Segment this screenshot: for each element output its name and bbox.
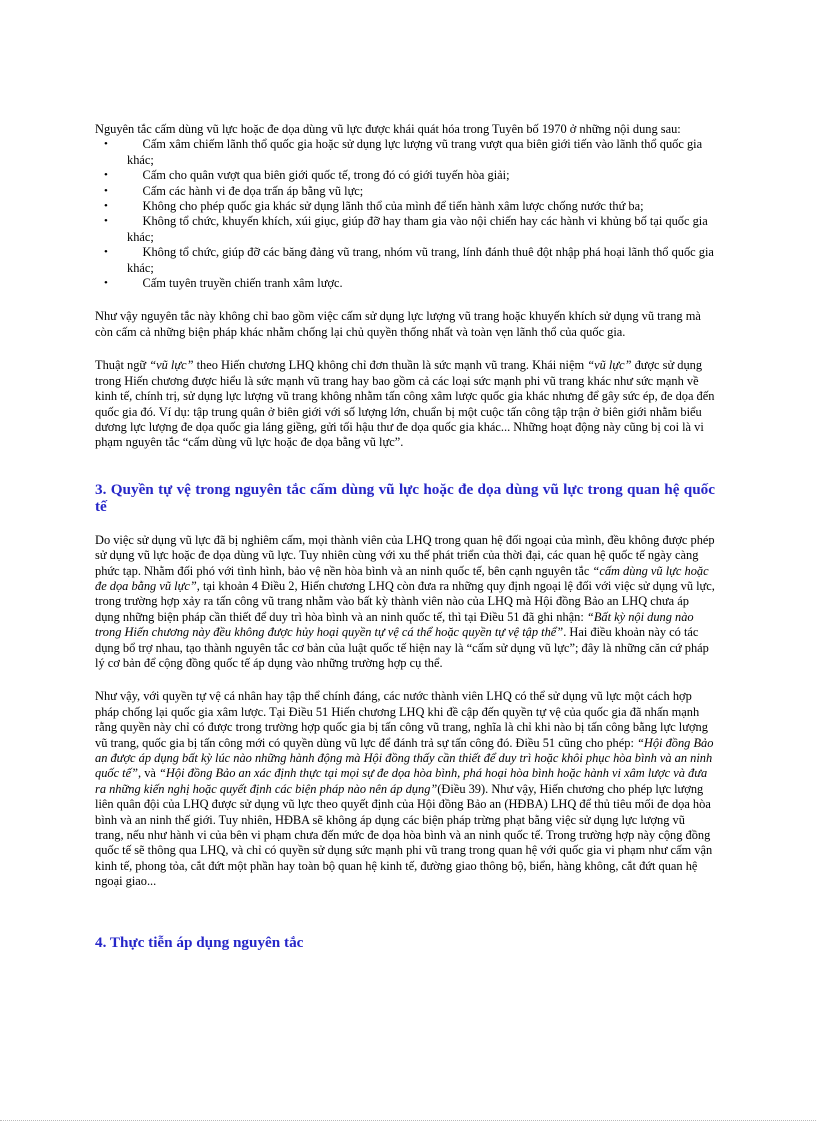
principle-list bbox=[95, 137, 715, 291]
bullet-icon: • bbox=[104, 169, 108, 182]
list-item: • Cấm tuyên truyền chiến tranh xâm lược. bbox=[104, 276, 343, 291]
intro-paragraph: Nguyên tắc cấm dùng vũ lực hoặc đe dọa dùng vũ lực được khái quát hóa trong Tuyên bố 1970 ở những nội dung sau: bbox=[95, 122, 681, 136]
self-defense-paragraph: Do việc sử dụng vũ lực đã bị nghiêm cấm, mọi thành viên của LHQ trong quan hệ đối ngoại của mình, đều không được phép sử dụng vũ lực hoặc đe dọa dùng vũ lực. Tuy nhiên cùng với xu thế phát triển của thời đại, các quan hệ quốc tế ngày càng phức tạp. Nhằm đối phó với tình hình, bảo vệ nền hòa bình và an ninh quốc tế, bên cạnh nguyên tắc “cấm dùng vũ lực hoặc đe dọa bằng vũ lực”, tại khoản 4 Điều 2, Hiến chương LHQ còn đưa ra những quy định ngoại lệ đối với việc sử dụng vũ lực, trong trường hợp xảy ra tấn công vũ trang nhằm vào bất kỳ thành viên nào của LHQ mà Hội đồng Bảo an LHQ chưa áp dụng những biện pháp cần thiết để duy trì hòa bình và an ninh quốc tế, thì tại Điều 51 đã ghi nhận: “Bất kỳ nội dung nào trong Hiến chương này đều không được hủy hoại quyền tự vệ cá thể hoặc quyền tự vệ tập thể”. Hai điều khoản này có tác dụng bổ trợ nhau, tạo thành nguyên tắc cơ bản của luật quốc tế hiện nay là “cấm sử dụng vũ lực”; đây là những căn cứ pháp lý cơ bản để cộng đồng quốc tế áp dụng vào những trường hợp cụ thể. bbox=[95, 532, 715, 670]
summary-paragraph: Như vậy nguyên tắc này không chỉ bao gồm việc cấm sử dụng lực lượng vũ trang hoặc khuyến khích sử dụng vũ trang mà còn cấm cả những biện pháp khác nhằm chống lại chủ quyền thống nhất và toàn vẹn lãnh thổ của quốc gia. bbox=[95, 309, 701, 339]
bullet-icon: • bbox=[104, 138, 108, 151]
definition-paragraph: Thuật ngữ “vũ lực” theo Hiến chương LHQ không chỉ đơn thuần là sức mạnh vũ trang. Khái niệm “vũ lực” được sử dụng trong Hiến chương được hiểu là sức mạnh vũ trang hay bao gồm cả các loại sức mạnh phi vũ trang khác như sức mạnh về kinh tế, chính trị, sử dụng lực lượng vũ trang không nhằm tấn công xâm lược quốc gia khác nhưng để gây sức ép, đe dọa đến quốc gia đó. Ví dụ: tập trung quân ở biên giới với số lượng lớn, chuẩn bị một cuộc tấn công tập trận ở biên giới nhằm biểu dương lực lượng đe dọa quốc gia láng giềng, gửi tối hậu thư đe dọa quốc gia khác... Những hoạt động này cũng bị coi là vi phạm nguyên tắc “cấm dùng vũ lực hoặc đe dọa bằng vũ lực”. bbox=[95, 358, 715, 450]
list-item: • Cấm các hành vi đe dọa trấn áp bằng vũ lực; bbox=[104, 183, 364, 198]
bullet-icon: • bbox=[104, 246, 108, 259]
section-heading-3: 3. Quyền tự vệ trong nguyên tắc cấm dùng vũ lực hoặc đe dọa dùng vũ lực trong quan hệ quốc tế bbox=[95, 480, 715, 515]
bullet-icon: • bbox=[104, 184, 108, 197]
bullet-icon: • bbox=[104, 215, 108, 228]
security-council-paragraph: Như vậy, với quyền tự vệ cá nhân hay tập thể chính đáng, các nước thành viên LHQ có thể sử dụng vũ lực một cách hợp pháp chống lại quốc gia xâm lược. Tại Điều 51 Hiến chương LHQ khi đề cập đến quyền tự vệ của quốc gia đã nhấn mạnh rằng quyền này chỉ có được trong trường hợp quốc gia bị tấn công vũ trang, nghĩa là chỉ khi nào bị tấn công bằng lực lượng vũ trang, quốc gia bị tấn công mới có quyền dùng vũ lực để đánh trả sự tấn công đó. Điều 51 cũng cho phép: “Hội đồng Bảo an được áp dụng bất kỳ lúc nào những hành động mà Hội đồng thấy cần thiết để duy trì hoặc khôi phục hòa bình và an ninh quốc tế”, và “Hội đồng Bảo an xác định thực tại mọi sự đe dọa hòa bình, phá hoại hòa bình hoặc hành vi xâm lược và đưa ra những kiến nghị hoặc quyết định các biện pháp nào nên áp dụng”(Điều 39). Như vậy, Hiến chương cho phép lực lượng liên quân đội của LHQ được sử dụng vũ lực theo quyết định của Hội đồng Bảo an (HĐBA) LHQ để thủ tiêu mối đe dọa hòa bình và an ninh thế giới. Tuy nhiên, HĐBA sẽ không áp dụng các biện pháp trừng phạt bằng việc sử dụng lực lượng vũ trang, nếu như hành vi của bên vi phạm chưa đến mức đe dọa hòa bình và an ninh quốc tế. Trong trường hợp này cộng đồng quốc tế sẽ thông qua LHQ, và chỉ có quyền sử dụng sức mạnh phi vũ trang trong quan hệ với quốc gia vi phạm như cấm vận kinh tế, phong tỏa, cắt đứt một phần hay toàn bộ quan hệ kinh tế, đường giao thông bộ, biển, hàng không, cắt đứt quan hệ ngoại giao... bbox=[95, 689, 714, 889]
list-item: • Không cho phép quốc gia khác sử dụng lãnh thổ của mình để tiến hành xâm lược chống nước thứ ba; bbox=[104, 199, 644, 214]
list-item: • Không tổ chức, giúp đỡ các băng đảng vũ trang, nhóm vũ trang, lính đánh thuê đột nhập phá hoại lãnh thổ quốc gia khác; bbox=[104, 245, 714, 275]
list-item: • Cấm xâm chiếm lãnh thổ quốc gia hoặc sử dụng lực lượng vũ trang vượt qua biên giới tiến vào lãnh thổ quốc gia khác; bbox=[104, 137, 703, 167]
bullet-icon: • bbox=[104, 200, 108, 213]
section-heading-4: 4. Thực tiễn áp dụng nguyên tắc bbox=[95, 933, 304, 951]
list-item: • Cấm cho quân vượt qua biên giới quốc tế, trong đó có giới tuyến hòa giải; bbox=[104, 168, 510, 183]
list-item: • Không tổ chức, khuyến khích, xúi giục, giúp đỡ hay tham gia vào nội chiến hay các hành vi khủng bố tại quốc gia khác; bbox=[104, 214, 708, 244]
document-page bbox=[95, 122, 715, 969]
page-bottom-divider bbox=[0, 1120, 816, 1121]
bullet-icon: • bbox=[104, 277, 108, 290]
